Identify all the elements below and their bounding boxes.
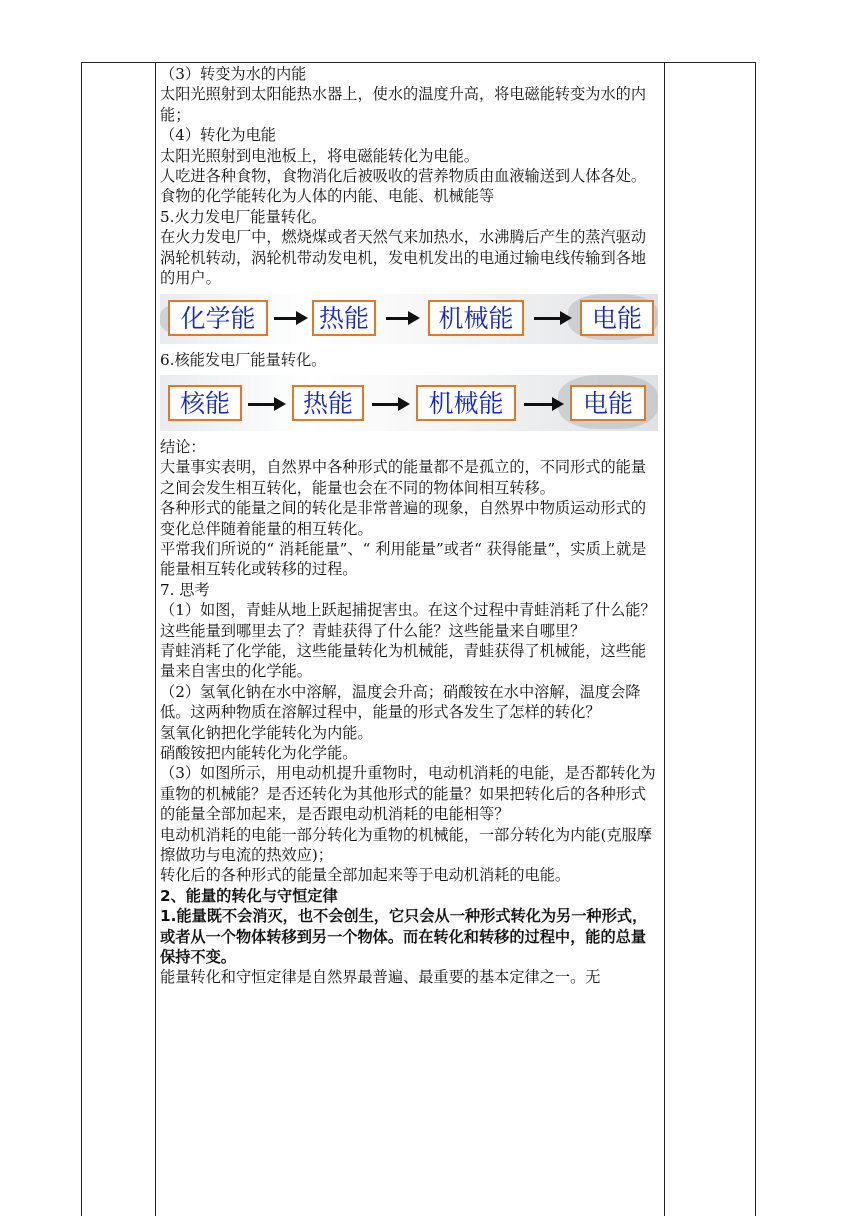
flow-box-mechanical: 机械能 — [428, 300, 524, 336]
conclusion-label: 结论： — [160, 437, 206, 456]
think-title: 7. 思考 — [160, 580, 210, 599]
arrow-icon — [274, 317, 304, 320]
answer: 转化后的各种形式的能量全部加起来等于电动机消耗的电能。 — [160, 866, 571, 885]
arrow-icon — [534, 317, 568, 320]
answer: 青蛙消耗了化学能，这些能量转化为机械能，青蛙获得了机械能，这些能量来自害虫的化学能。 — [160, 641, 646, 681]
flow-box-nuclear: 核能 — [168, 385, 242, 421]
question: （1）如图，青蛙从地上跃起捕捉害虫。在这个过程中青蛙消耗了什么能？这些能量到哪里去了？青蛙获得了什么能？这些能量来自哪里？ — [160, 601, 656, 640]
section-heading: 2、能量的转化与守恒定律 — [160, 886, 338, 905]
subheading-thermal-power: 5.火力发电厂能量转化。 — [160, 207, 327, 226]
subheading-water-internal-energy: （3）转变为水的内能 — [160, 65, 307, 83]
flow-box-heat: 热能 — [292, 385, 364, 421]
paragraph: 大量事实表明，自然界中各种形式的能量都不是孤立的，不同形式的能量之间会发生相互转化，能量也会在不同的物体间相互转移。 — [160, 458, 646, 497]
subheading-nuclear-power: 6.核能发电厂能量转化。 — [160, 351, 327, 370]
arrow-icon — [372, 403, 406, 406]
answer: 氢氧化钠把化学能转化为内能。 — [160, 723, 373, 742]
arrow-icon — [248, 403, 282, 406]
flow-box-mechanical: 机械能 — [416, 385, 516, 421]
arrow-icon — [524, 403, 560, 406]
paragraph: 平常我们所说的“ 消耗能量”、“ 利用能量”或者“ 获得能量”，实质上就是能量相互转化或转移的过程。 — [160, 539, 647, 579]
paragraph: 太阳光照射到太阳能热水器上，使水的温度升高，将电磁能转变为水的内能； — [160, 85, 646, 124]
flow-box-chemical: 化学能 — [168, 300, 268, 336]
lesson-content — [160, 64, 660, 988]
answer: 硝酸铵把内能转化为化学能。 — [160, 743, 358, 762]
flow-box-electric: 电能 — [580, 300, 654, 336]
paragraph: 太阳光照射到电池板上，将电磁能转化为电能。 — [160, 146, 479, 165]
question: （3）如图所示，用电动机提升重物时，电动机消耗的电能，是否都转化为重物的机械能？是否还转化为其他形式的能量？如果把转化后的各种形式的能量全部加起来，是否跟电动机消耗的电能相等？ — [160, 764, 656, 824]
paragraph: 在火力发电厂中，燃烧煤或者天然气来加热水，水沸腾后产生的蒸汽驱动涡轮机转动，涡轮机带动发电机，发电机发出的电通过输电线传输到各地的用户。 — [160, 228, 646, 288]
paragraph: 各种形式的能量之间的转化是非常普遍的现象，自然界中物质运动形式的变化总伴随着能量的相互转化。 — [160, 499, 646, 538]
law-statement: 1.能量既不会消灭，也不会创生，它只会从一种形式转化为另一种形式，或者从一个物体转移到另一个物体。而在转化和转移的过程中，能的总量保持不变。 — [160, 907, 648, 967]
answer: 电动机消耗的电能一部分转化为重物的机械能，一部分转化为内能(克服摩擦做功与电流的热效应)； — [160, 825, 652, 864]
paragraph: 人吃进各种食物，食物消化后被吸收的营养物质由血液输送到人体各处。食物的化学能转化为人体的内能、电能、机械能等 — [160, 167, 646, 206]
column-divider-left — [155, 63, 156, 1216]
paragraph: 能量转化和守恒定律是自然界最普遍、最重要的基本定律之一。无 — [160, 968, 601, 987]
question: （2）氢氧化钠在水中溶解，温度会升高；硝酸铵在水中溶解，温度会降低。这两种物质在溶解过程中，能量的形式各发生了怎样的转化？ — [160, 682, 641, 722]
subheading-electric-energy: （4）转化为电能 — [160, 126, 276, 145]
flow-box-electric: 电能 — [570, 385, 646, 421]
thermal-power-flow-diagram — [160, 294, 658, 344]
column-divider-right — [664, 63, 665, 1216]
flow-box-heat: 热能 — [312, 300, 376, 336]
arrow-icon — [386, 317, 416, 320]
nuclear-power-flow-diagram — [160, 375, 658, 431]
